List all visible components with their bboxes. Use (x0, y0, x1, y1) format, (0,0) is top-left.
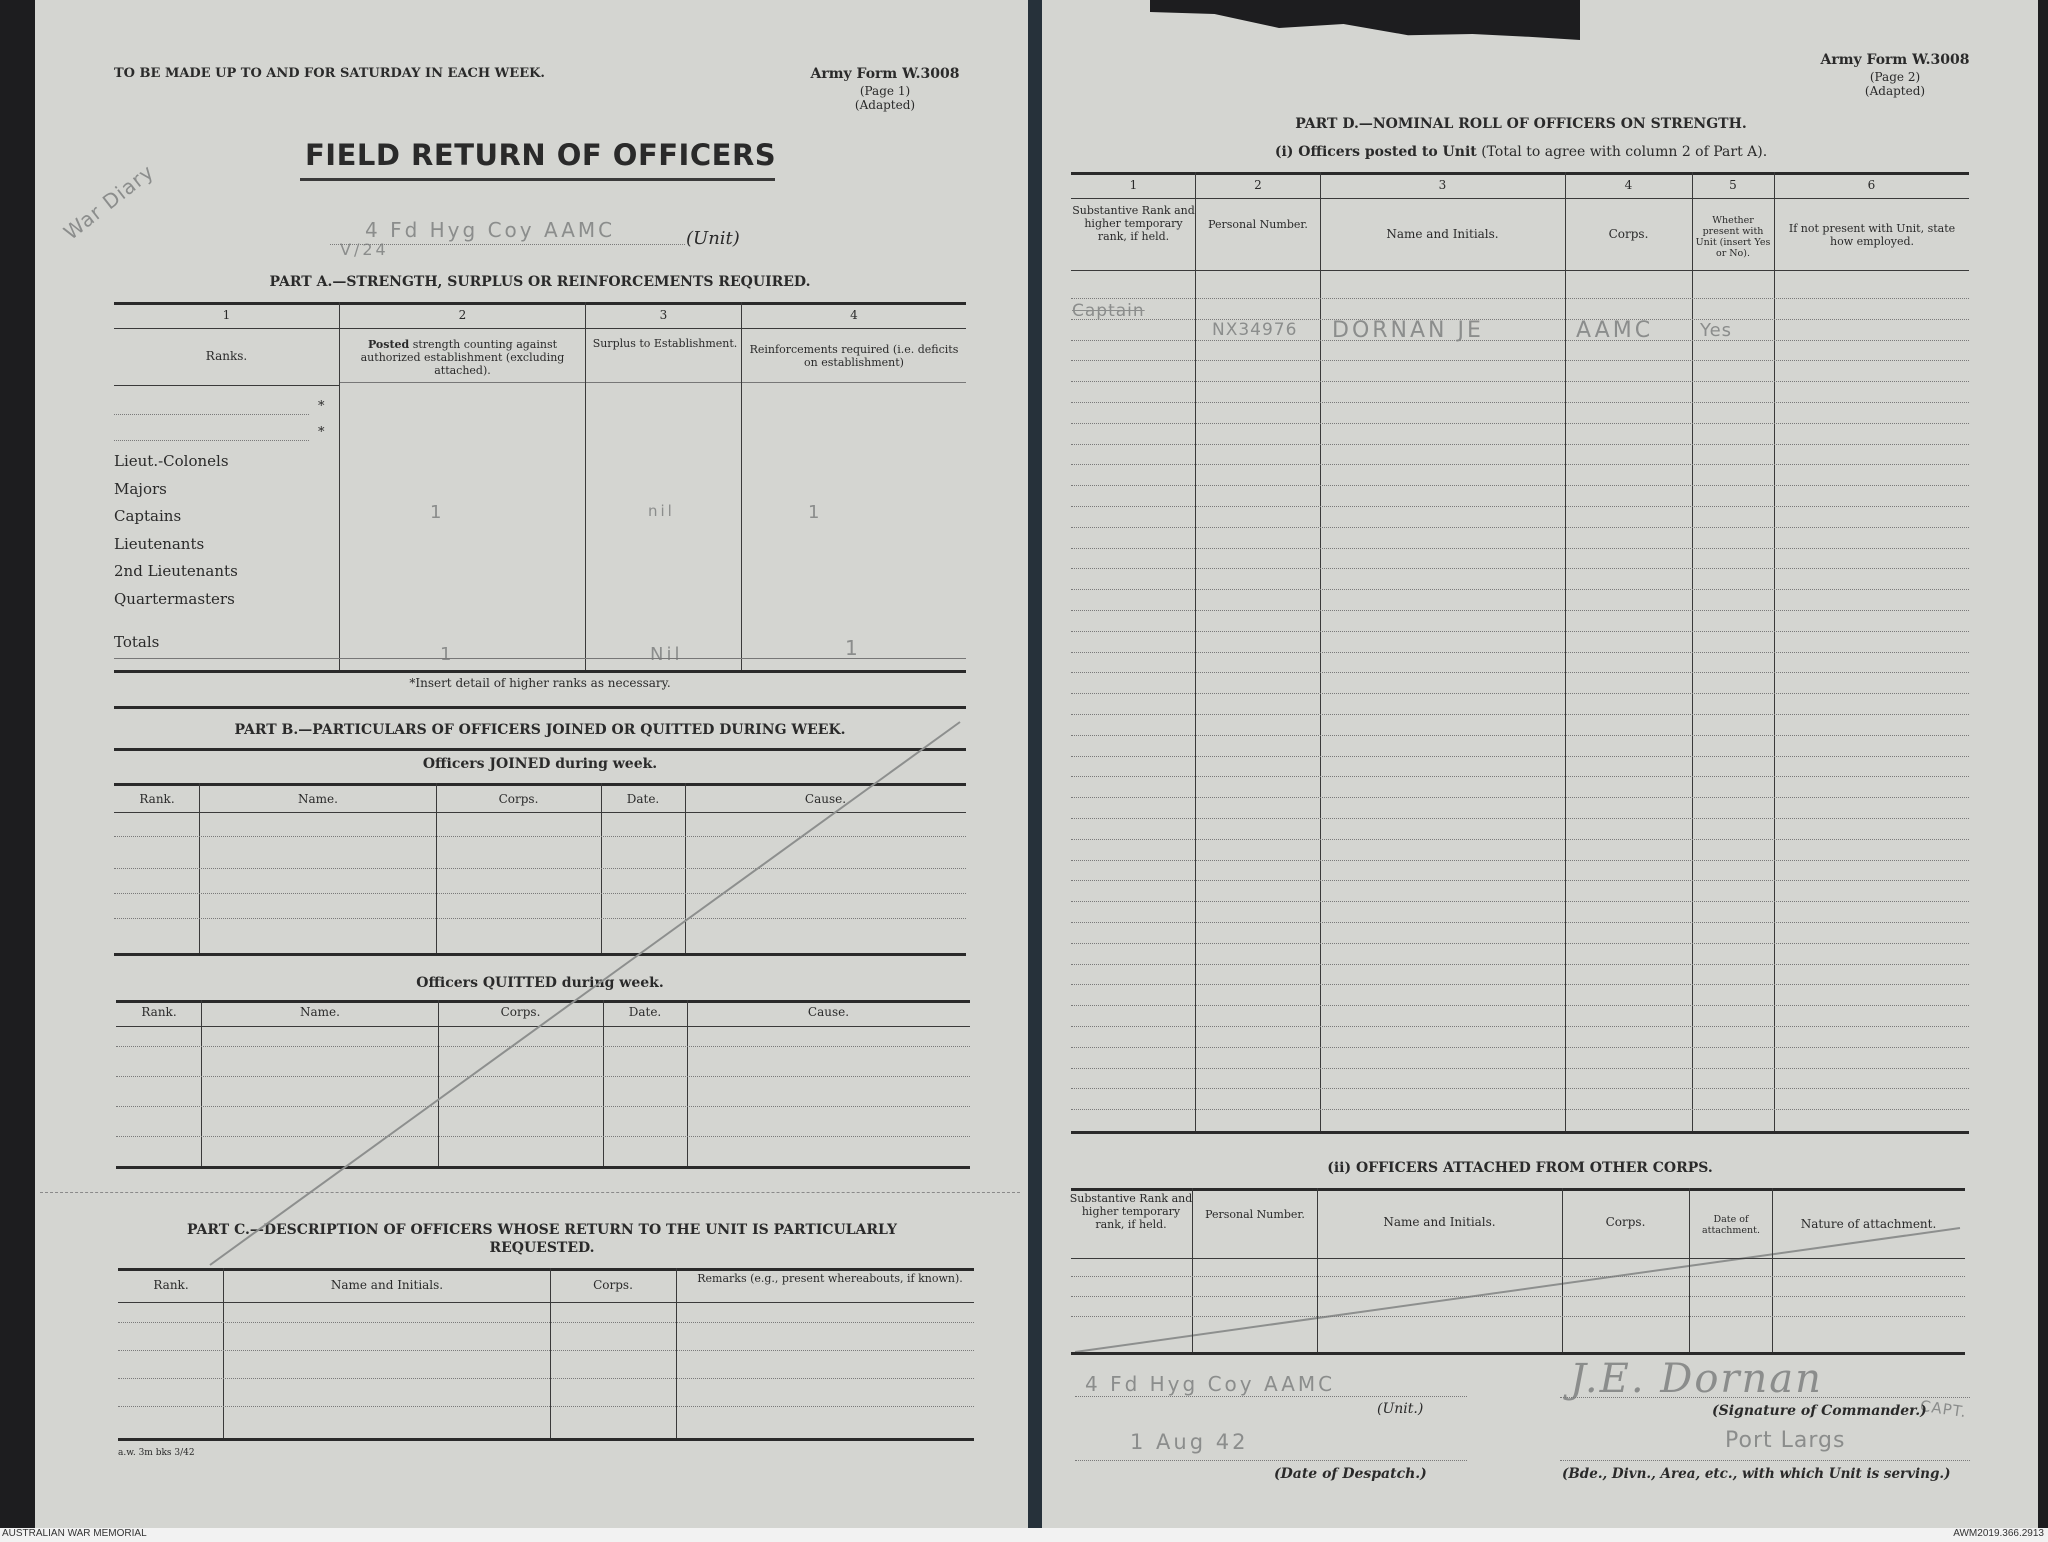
asterisk-2: * (318, 425, 325, 440)
totals-reinf: 1 (845, 636, 861, 660)
ranks-header: Ranks. (205, 349, 248, 363)
part-c-col-rank: Rank. (153, 1278, 189, 1292)
signature-label: (Signature of Commander.) (1712, 1403, 1927, 1419)
posted-header: Posted strength counting against authorized establishment (excluding attached). (360, 338, 565, 377)
part-d-head-rule (1071, 270, 1969, 271)
rank-captains: Captains (114, 507, 182, 525)
roll-row-line (1071, 1088, 1969, 1089)
part-b-heading: PART B.—PARTICULARS OF OFFICERS JOINED OR QUITTED DURING WEEK. (234, 722, 846, 738)
part-a-heading: PART A.—STRENGTH, SURPLUS OR REINFORCEMENTS REQUIRED. (269, 274, 811, 290)
totals-surplus: Nil (650, 644, 683, 665)
part-d-heading: PART D.—NOMINAL ROLL OF OFFICERS ON STRENGTH. (1295, 116, 1747, 132)
part-a-col-4: 4 (850, 308, 858, 322)
quitted-col-date: Date. (628, 1005, 662, 1019)
attached-head-number: Personal Number. (1205, 1208, 1305, 1221)
attached-vline-3 (1562, 1188, 1563, 1354)
totals-posted: 1 (440, 644, 455, 665)
entry-present: Yes (1700, 320, 1733, 341)
part-a-footnote: *Insert detail of higher ranks as necessary. (409, 676, 671, 690)
roll-row-line (1071, 984, 1969, 985)
part-d-colnum-4: 4 (1624, 178, 1633, 192)
roll-row-line (1071, 672, 1969, 673)
roll-row-line (1071, 1005, 1969, 1006)
bde-handwritten: Port Largs (1725, 1428, 1846, 1453)
unit-label: (Unit) (686, 228, 740, 249)
signature-line (1560, 1397, 1970, 1398)
form-number: Army Form W.3008 (810, 66, 960, 82)
page-title: FIELD RETURN OF OFFICERS (305, 138, 777, 172)
archive-footer (0, 1528, 2048, 1542)
part-d-head-corps: Corps. (1608, 227, 1649, 241)
page-number: (Page 1) (859, 84, 911, 98)
joined-heading: Officers JOINED during week. (422, 756, 658, 772)
attached-head-date: Date of attachment. (1702, 1214, 1760, 1236)
roll-row-line (1071, 1068, 1969, 1069)
entry-corps: AAMC (1576, 318, 1654, 343)
roll-row-line (1071, 381, 1969, 382)
attached-head-corps: Corps. (1605, 1215, 1646, 1229)
part-d-colnum-1: 1 (1129, 178, 1138, 192)
roll-row-line (1071, 756, 1969, 757)
attached-top-rule (1071, 1188, 1965, 1191)
war-diary-annotation: War Diary (59, 159, 159, 245)
roll-row-line (1071, 1026, 1969, 1027)
roll-row-line (1071, 423, 1969, 424)
roll-row-line (1071, 880, 1969, 881)
joined-col-cause: Cause. (804, 792, 847, 806)
roll-row-line (1071, 735, 1969, 736)
adapted-note-2: (Adapted) (1864, 84, 1926, 98)
roll-row-line (1071, 319, 1969, 320)
roll-row-line (1071, 444, 1969, 445)
archive-name: AUSTRALIAN WAR MEMORIAL (2, 1528, 147, 1539)
part-d-bottom-rule (1071, 1131, 1969, 1134)
page-number-2: (Page 2) (1869, 70, 1921, 84)
roll-row-line (1071, 298, 1969, 299)
unit-label-p2: (Unit.) (1377, 1401, 1424, 1417)
part-d-head-rank: Substantive Rank and higher temporary rank, if held. (1072, 204, 1195, 243)
attached-head-rule (1071, 1258, 1965, 1259)
archive-ref: AWM2019.366.2913 (1953, 1528, 2044, 1539)
part-c-heading-1: PART C.—DESCRIPTION OF OFFICERS WHOSE RETURN TO THE UNIT IS PARTICULARLY (187, 1222, 897, 1238)
attached-vline-1 (1192, 1188, 1193, 1354)
roll-row-line (1071, 464, 1969, 465)
attached-vline-2 (1317, 1188, 1318, 1354)
signature-suffix: CAPT. (1918, 1396, 1968, 1422)
unit-handwritten-p2: 4 Fd Hyg Coy AAMC (1085, 1372, 1336, 1396)
part-d-head-employed: If not present with Unit, state how employed. (1788, 222, 1956, 248)
despatch-handwritten: 1 Aug 42 (1130, 1430, 1249, 1454)
commander-signature: J.E. Dornan (1570, 1356, 1823, 1402)
roll-row-line (1071, 818, 1969, 819)
attached-row-3 (1071, 1316, 1965, 1317)
weekly-instruction: TO BE MADE UP TO AND FOR SATURDAY IN EACH WEEK. (114, 66, 545, 81)
roll-row-line (1071, 485, 1969, 486)
roll-row-line (1071, 652, 1969, 653)
rank-2nd-lts: 2nd Lieutenants (114, 562, 238, 580)
print-code: a.w. 3m bks 3/42 (118, 1448, 195, 1458)
adapted-note: (Adapted) (854, 98, 916, 112)
asterisk-1: * (318, 399, 325, 414)
joined-col-rank: Rank. (139, 792, 175, 806)
roll-row-line (1071, 1109, 1969, 1110)
despatch-label: (Date of Despatch.) (1274, 1466, 1427, 1482)
attached-head-name: Name and Initials. (1383, 1215, 1496, 1229)
roll-row-line (1071, 360, 1969, 361)
roll-row-line (1071, 568, 1969, 569)
attached-row-2 (1071, 1296, 1965, 1297)
attached-head-nature: Nature of attachment. (1800, 1217, 1937, 1231)
despatch-line (1075, 1460, 1467, 1461)
part-d-head-name: Name and Initials. (1386, 227, 1499, 241)
roll-row-line (1071, 631, 1969, 632)
roll-row-line (1071, 548, 1969, 549)
part-a-col-1: 1 (222, 308, 231, 322)
roll-row-line (1071, 776, 1969, 777)
part-d-colnum-6: 6 (1867, 178, 1876, 192)
rank-lt-col: Lieut.-Colonels (114, 452, 229, 470)
surplus-header: Surplus to Establishment. (592, 337, 738, 350)
unit-handwritten: 4 Fd Hyg Coy AAMC (365, 218, 616, 242)
part-a-col-3: 3 (659, 308, 668, 322)
part-c-col-name: Name and Initials. (330, 1278, 444, 1292)
captains-reinf: 1 (808, 502, 823, 523)
part-d-sub-i: (i) Officers posted to Unit (Total to agree with column 2 of Part A). (1274, 144, 1768, 160)
part-d-sub-ii: (ii) OFFICERS ATTACHED FROM OTHER CORPS. (1327, 1160, 1713, 1176)
roll-row-line (1071, 964, 1969, 965)
part-d-head-present: Whether present with Unit (insert Yes or No). (1695, 215, 1771, 259)
quitted-col-cause: Cause. (807, 1005, 850, 1019)
roll-row-line (1071, 506, 1969, 507)
part-d-colnum-5: 5 (1729, 178, 1737, 192)
roll-row-line (1071, 839, 1969, 840)
attached-vline-4 (1689, 1188, 1690, 1354)
attached-head-rank: Substantive Rank and higher temporary rank, if held. (1069, 1192, 1193, 1231)
part-d-colnum-2: 2 (1254, 178, 1262, 192)
reinforcements-header: Reinforcements required (i.e. deficits on establishment) (749, 343, 959, 369)
quitted-heading: Officers QUITTED during week. (416, 975, 664, 991)
part-d-head-number: Personal Number. (1208, 218, 1308, 231)
totals-label: Totals (114, 633, 160, 651)
quitted-col-corps: Corps. (500, 1005, 541, 1019)
unit-handwritten-2: V/24 (340, 240, 389, 259)
joined-col-date: Date. (626, 792, 660, 806)
roll-row-line (1071, 901, 1969, 902)
strike-line-right (1075, 1228, 1960, 1352)
unit-line-p2 (1075, 1396, 1467, 1397)
part-d-top-rule (1071, 172, 1969, 175)
captains-surplus: nil (648, 502, 675, 520)
part-c-col-remarks: Remarks (e.g., present whereabouts, if known). (697, 1272, 963, 1285)
rank-lieutenants: Lieutenants (114, 535, 205, 553)
attached-vline-5 (1772, 1188, 1773, 1354)
roll-row-line (1071, 402, 1969, 403)
roll-row-line (1071, 922, 1969, 923)
rank-qms: Quartermasters (114, 590, 235, 608)
roll-row-line (1071, 589, 1969, 590)
quitted-col-rank: Rank. (141, 1005, 177, 1019)
part-c-heading-2: REQUESTED. (489, 1240, 595, 1256)
attached-row-1 (1071, 1276, 1965, 1277)
captains-posted: 1 (430, 502, 445, 523)
joined-col-corps: Corps. (498, 792, 539, 806)
part-d-num-rule (1071, 198, 1969, 199)
strike-line-left (210, 722, 960, 1265)
attached-bottom-rule (1071, 1352, 1965, 1355)
roll-row-line (1071, 797, 1969, 798)
roll-row-line (1071, 860, 1969, 861)
entry-number: NX34976 (1212, 320, 1298, 340)
roll-row-line (1071, 714, 1969, 715)
bde-label: (Bde., Divn., Area, etc., with which Unit is serving.) (1562, 1466, 1951, 1482)
bde-line (1560, 1460, 1970, 1461)
rank-majors: Majors (114, 480, 167, 498)
form-number-2: Army Form W.3008 (1820, 52, 1970, 68)
roll-row-line (1071, 610, 1969, 611)
roll-row-line (1071, 1047, 1969, 1048)
entry-rank: Captain (1072, 301, 1145, 321)
joined-col-name: Name. (298, 792, 338, 806)
part-d-colnum-3: 3 (1438, 178, 1447, 192)
roll-row-line (1071, 340, 1969, 341)
part-a-col-2: 2 (458, 308, 467, 322)
quitted-col-name: Name. (300, 1005, 340, 1019)
roll-row-line (1071, 527, 1969, 528)
part-c-col-corps: Corps. (593, 1278, 633, 1292)
roll-row-line (1071, 943, 1969, 944)
roll-row-line (1071, 693, 1969, 694)
entry-name: DORNAN JE (1332, 318, 1484, 343)
